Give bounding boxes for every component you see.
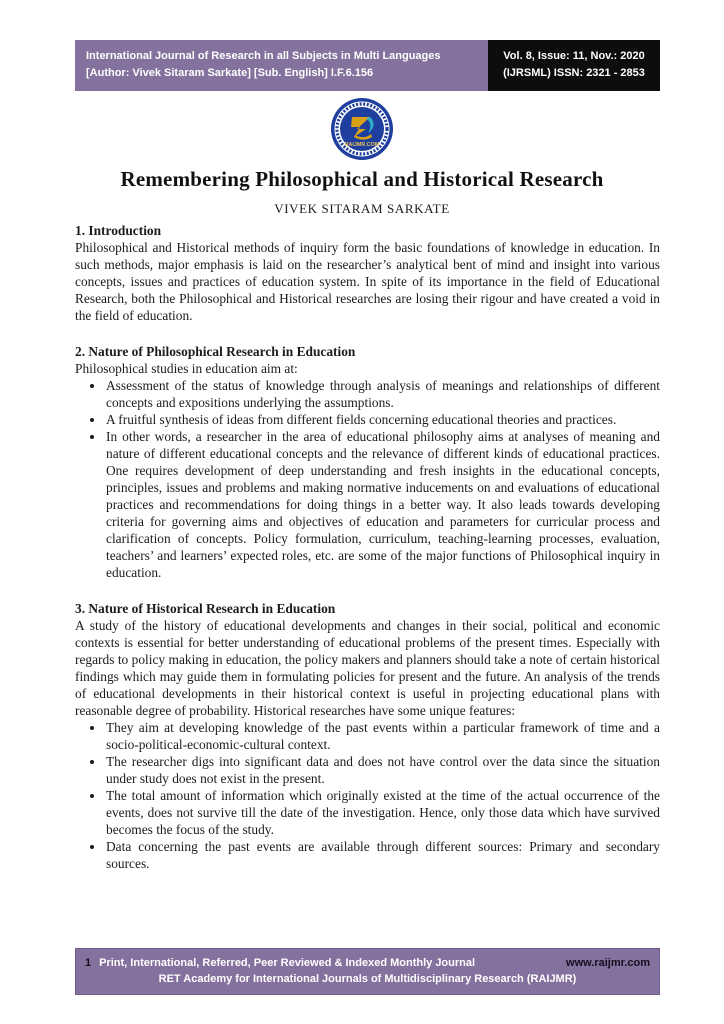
section-heading-introduction: 1. Introduction bbox=[75, 223, 162, 238]
section-paragraph: Philosophical studies in education aim at: bbox=[75, 361, 298, 376]
raijmr-logo-icon bbox=[330, 97, 394, 161]
raijmr-logo bbox=[0, 97, 724, 161]
historical-bullet-list bbox=[75, 719, 660, 872]
issue-volume: Vol. 8, Issue: 11, Nov.: 2020 bbox=[503, 50, 645, 62]
list-item: • In other words, a researcher in the area of educational philosophy aims at analyses of meaning and nature of different educational concepts and the relevance of different kinds of educational practices. One requires development of deep understanding and fresh insights in the educational concepts, principles, issues and problems and making normative inducements on and evaluations of educational practices and recommendations for doing things in a better way. It also leads towards developing criteria for governing aims and objectives of education and parameters for curricular process and clarification of concepts. Policy formulation, curriculum, teaching-learning processes, evaluation, teachers’ and learners’ expected roles, etc. are some of the major functions of Philosophical inquiry in education. bbox=[105, 428, 660, 581]
issue-info-box bbox=[488, 40, 660, 91]
journal-author-line: [Author: Vivek Sitaram Sarkate] [Sub. English] I.F.6.156 bbox=[86, 67, 374, 79]
list-item: • Data concerning the past events are available through different sources: Primary and secondary sources. bbox=[105, 838, 660, 872]
article-author: VIVEK SITARAM SARKATE bbox=[274, 201, 450, 216]
section-paragraph: Philosophical and Historical methods of inquiry form the basic foundations of knowledge in education. In such methods, major emphasis is laid on the researcher’s analytical bent of mind and insight into various concepts, issues and practices of education system. In spite of its importance in the field of Educational Research, both the Philosophical and Historical researches are losing their rigour and have created a void in the field of education. bbox=[75, 240, 660, 323]
page-number: 1 bbox=[85, 957, 92, 969]
svg-text:RAIJMR.COM: RAIJMR.COM bbox=[344, 142, 380, 148]
list-item: • The total amount of information which originally existed at the time of the actual occurrence of the events, does not survive till the date of the investigation. Hence, only those data which have survived becomes the focus of the study. bbox=[105, 787, 660, 838]
section-heading-philosophical: 2. Nature of Philosophical Research in Education bbox=[75, 344, 356, 359]
section-heading-historical: 3. Nature of Historical Research in Education bbox=[75, 601, 336, 616]
page-footer bbox=[75, 948, 660, 995]
footer-journal-type: Print, International, Referred, Peer Reviewed & Indexed Monthly Journal bbox=[99, 957, 476, 969]
section-paragraph: A study of the history of educational developments and changes in their social, political and economic contexts is essential for better understanding of educational problems of the present times. Especially with regards to policy making in education, the policy makers and planners should take a note of certain historical findings which may guide them in formulating policies for present and the future. An analysis of the trends of educational developments in their historical context is useful in projecting educational plans with reasonable degree of probability. Historical researches have some unique features: bbox=[75, 618, 660, 718]
journal-info-box bbox=[75, 40, 488, 91]
page-title: Remembering Philosophical and Historical Research bbox=[120, 167, 604, 191]
page-header bbox=[75, 40, 660, 91]
list-item: • A fruitful synthesis of ideas from different fields concerning educational theories and practices. bbox=[105, 411, 660, 428]
list-item: • The researcher digs into significant data and does not have control over the data since the situation under study does not exist in the present. bbox=[105, 753, 660, 787]
article-body bbox=[75, 222, 660, 872]
footer-website-link[interactable]: www.raijmr.com bbox=[566, 957, 650, 969]
journal-title: International Journal of Research in all Subjects in Multi Languages bbox=[86, 50, 441, 62]
philosophical-bullet-list bbox=[75, 377, 660, 581]
list-item: • They aim at developing knowledge of the past events within a particular framework of time and a socio-political-economic-cultural context. bbox=[105, 719, 660, 753]
footer-academy-line: RET Academy for International Journals of Multidisciplinary Research (RAIJMR) bbox=[158, 973, 577, 985]
list-item: • Assessment of the status of knowledge through analysis of meanings and relationships of different concepts and expositions underlying the assumptions. bbox=[105, 377, 660, 411]
issue-issn: (IJRSML) ISSN: 2321 - 2853 bbox=[503, 67, 645, 79]
